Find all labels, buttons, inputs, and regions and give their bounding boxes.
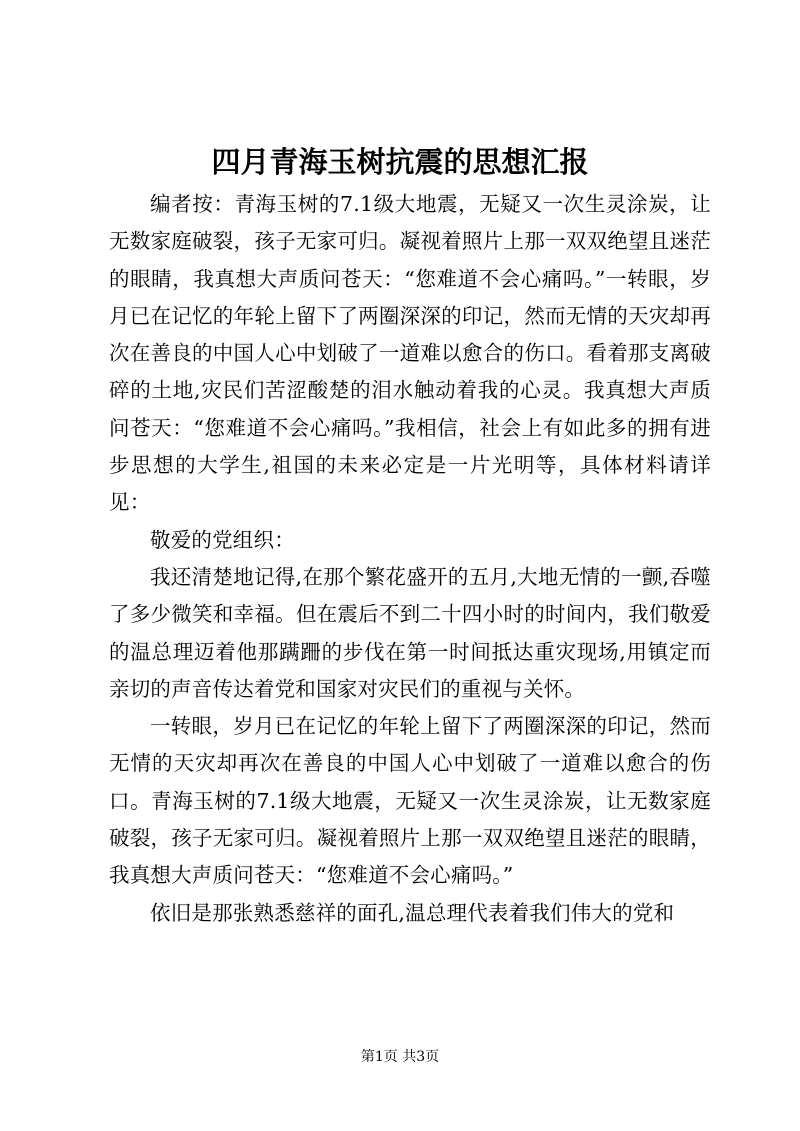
paragraph-earthquake: 一转眼，岁月已在记忆的年轮上留下了两圈深深的印记，然而无情的天灾却再次在善良的中国人心中划破了一道难以愈合的伤口。青海玉树的7.1级大地震，无疑又一次生灵涂炭，让无数家庭破裂，孩子无家可归。凝视着照片上那一双双绝望且迷茫的眼睛，我真想大声质问苍天：“您难道不会心痛吗。”: [109, 714, 711, 888]
paragraph-premier: 依旧是那张熟悉慈祥的面孔,温总理代表着我们伟大的党和: [150, 900, 675, 925]
paragraph-memory: 我还清楚地记得,在那个繁花盛开的五月,大地无情的一颤,吞噬了多少微笑和幸福。但在震后不到二十四小时的时间内，我们敬爱的温总理迈着他那蹒跚的步伐在第一时间抵达重灾现场,用镇定而亲切的声音传达着党和国家对灾民们的重视与关怀。: [109, 564, 711, 701]
document-title: 四月青海玉树抗震的思想汇报: [211, 145, 589, 179]
document-body: [109, 186, 711, 932]
paragraph-salutation: 敬爱的党组织：: [150, 527, 295, 552]
paragraph-editor-note: 编者按：青海玉树的7.1级大地震，无疑又一次生灵涂炭，让无数家庭破裂，孩子无家可归。凝视着照片上那一双双绝望且迷茫的眼睛，我真想大声质问苍天：“您难道不会心痛吗。”一转眼，岁月已在记忆的年轮上留下了两圈深深的印记，然而无情的天灾却再次在善良的中国人心中划破了一道难以愈合的伤口。看着那支离破碎的土地,灾民们苦涩酸楚的泪水触动着我的心灵。我真想大声质问苍天：“您难道不会心痛吗。”我相信，社会上有如此多的拥有进步思想的大学生,祖国的未来必定是一片光明等，具体材料请详见：: [109, 192, 711, 515]
page-number-footer: 第1页 共3页: [360, 1049, 440, 1065]
